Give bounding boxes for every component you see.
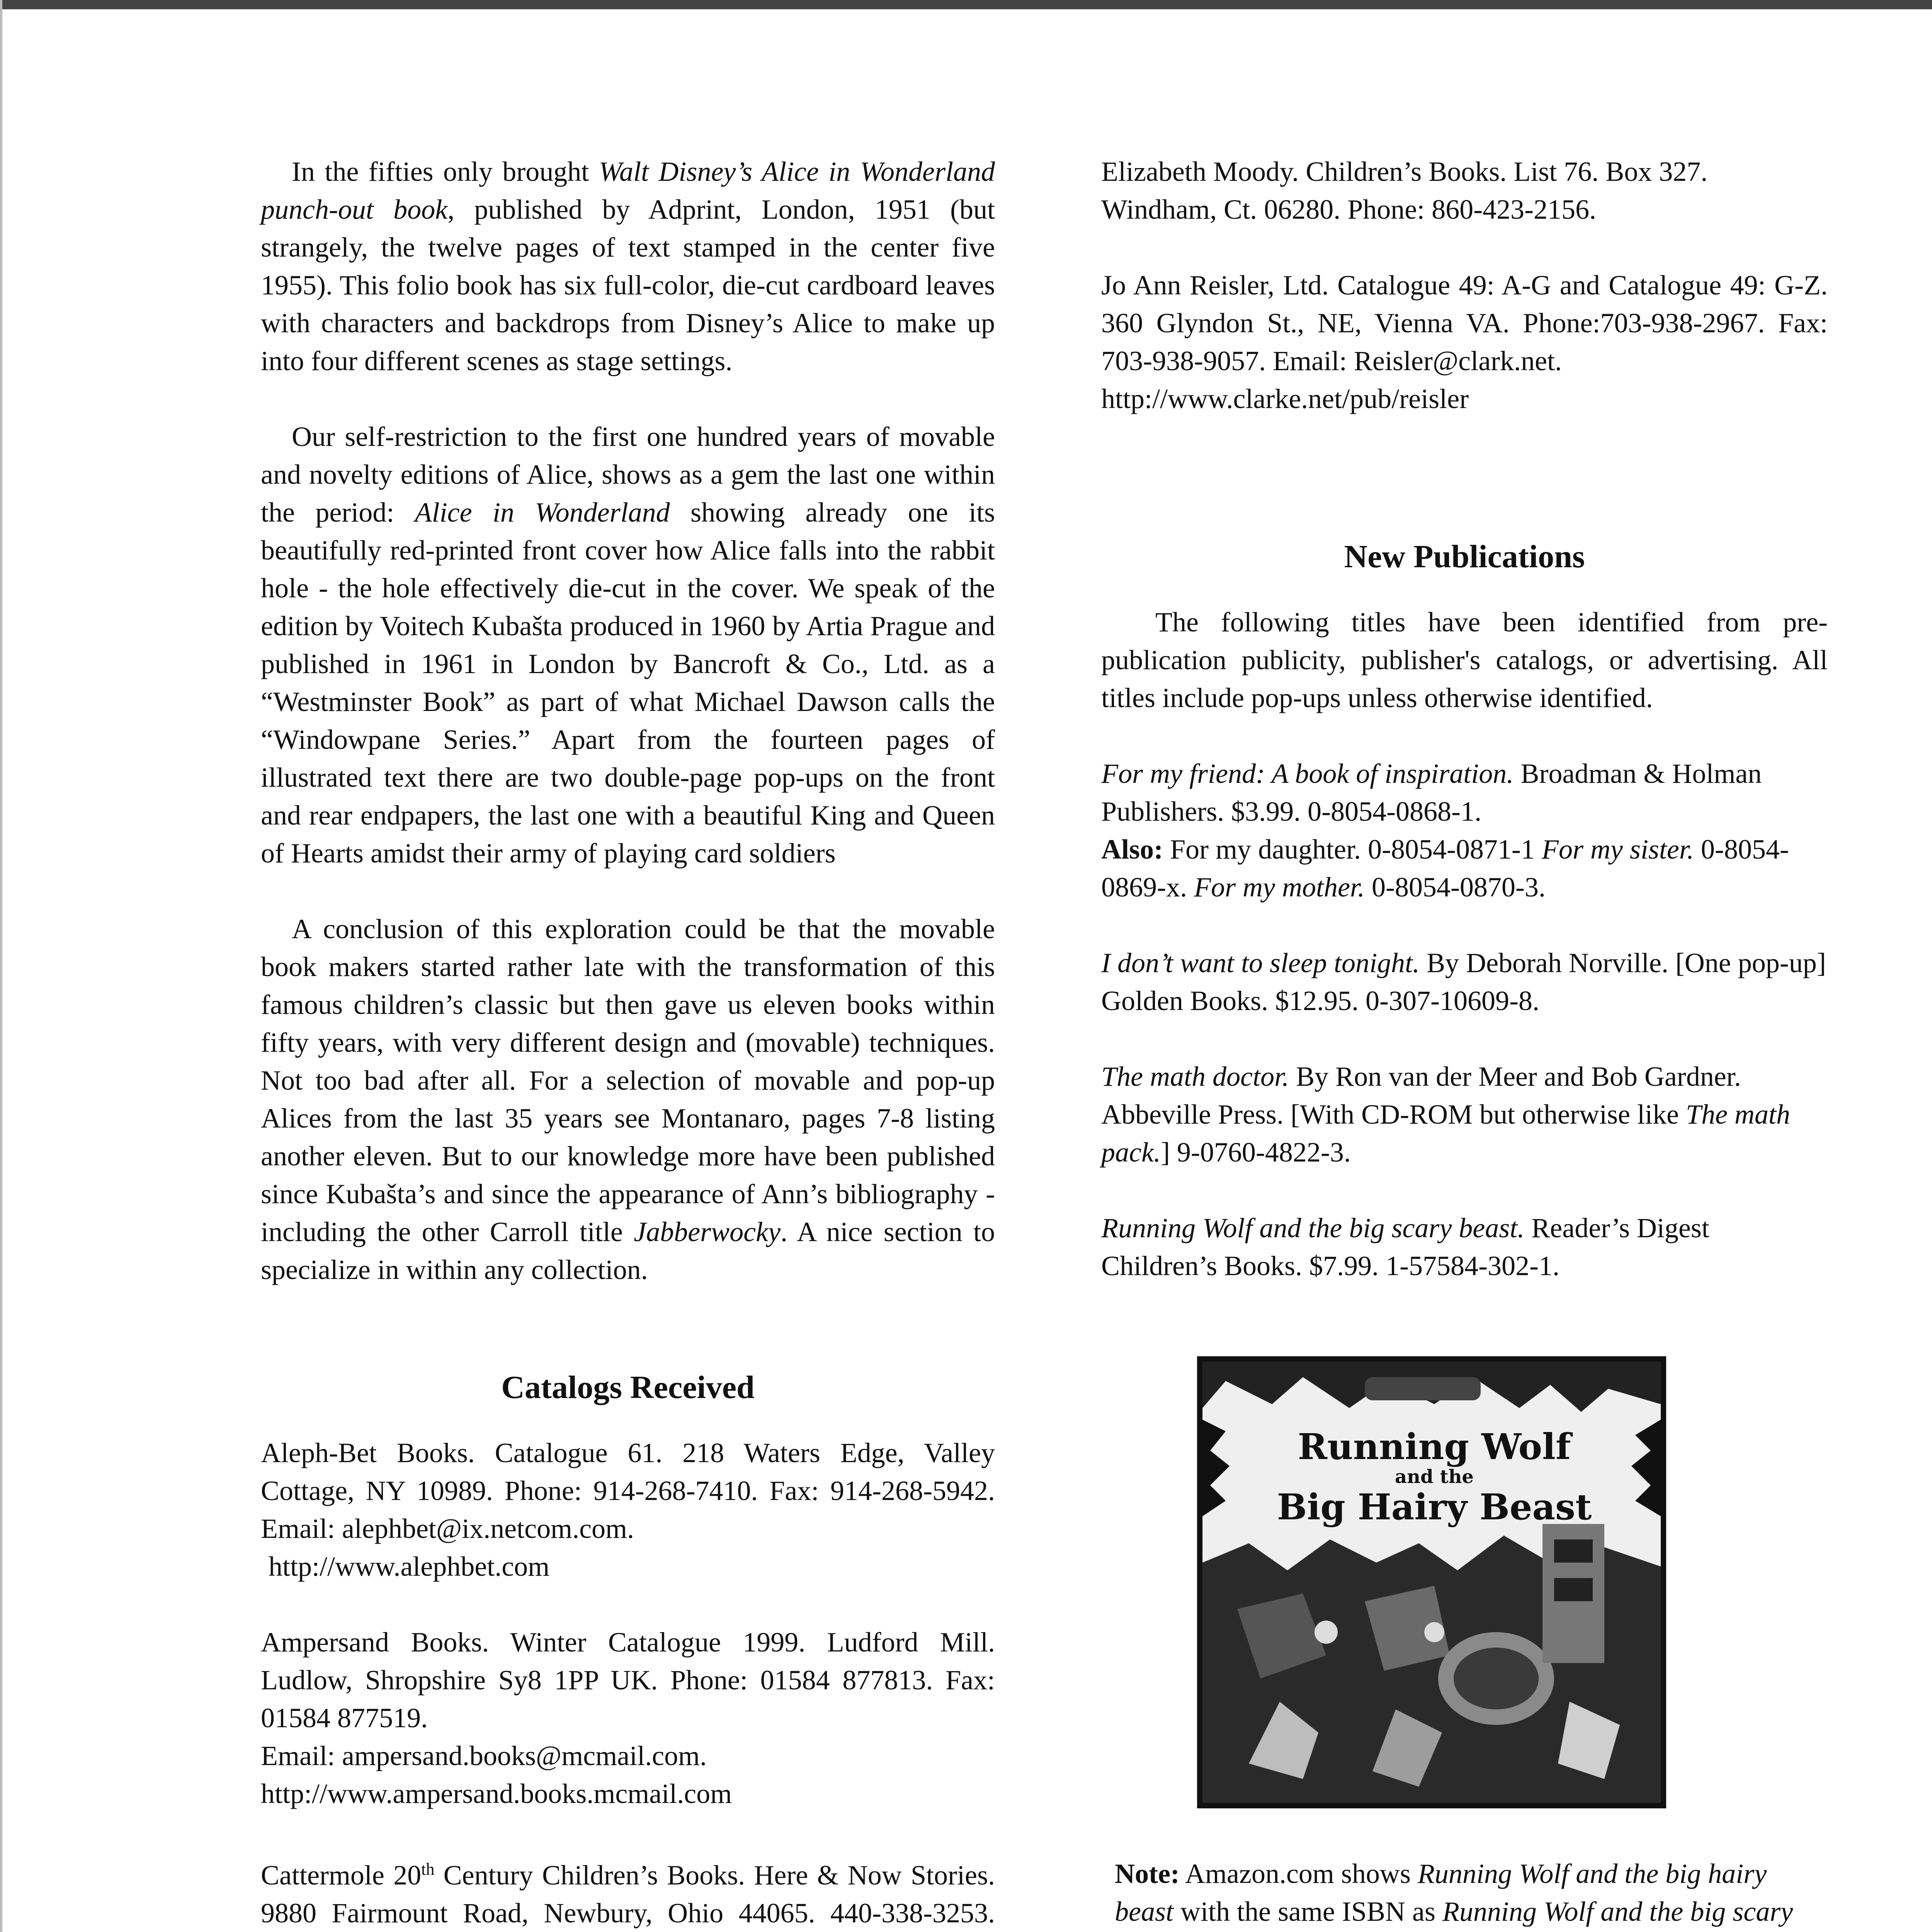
book-title: Running Wolf and the big scary — [1442, 1896, 1793, 1927]
entry-sleep-tonight — [1101, 944, 1828, 1020]
catalog-email: Email: ampersand.books@mcmail.com. — [261, 1740, 707, 1771]
text: Reader’s Digest Children’s Books. $7.99. 1-57584-302-1. — [1101, 1213, 1709, 1281]
entry-running-wolf — [1101, 1209, 1828, 1285]
note-label: Note: — [1115, 1858, 1180, 1889]
right-column-lower — [1115, 1855, 1828, 1932]
catalog-moody: Elizabeth Moody. Children’s Books. List 76. Box 327. Windham, Ct. 06280. Phone: 860-423-2156. — [1101, 156, 1708, 225]
book-title: Running Wolf and the big scary beast. — [1101, 1213, 1525, 1243]
running-wolf-cover-image — [1197, 1356, 1666, 1808]
note-paragraph — [1115, 1855, 1828, 1932]
text: 0-8054-0869-x. — [1101, 834, 1789, 903]
text: Ampersand Books. Winter Catalogue 1999. Ludford Mill. Ludlow, Shropshire Sy8 1PP UK. Phone: 01584 877813. Fax: 01584 877519. — [261, 1627, 995, 1733]
book-title: Running Wolf and the big hairy beast — [1115, 1858, 1767, 1927]
book-title: For my friend: A book of inspiration. — [1101, 758, 1514, 789]
text: , published by Adprint, London, 1951 (but strangely, the twelve pages of text stamped in the center five 1955). This folio book has six full-color, die-cut cardboard leaves with characters and backdrops from Disney’s Alice to make up into four different scenes as stage settings. — [261, 194, 995, 376]
catalog-url: http://www.ampersand.books.mcmail.com — [261, 1778, 732, 1809]
catalogs-received-heading: Catalogs Received — [501, 1369, 755, 1405]
text: By Deborah Norville. [One pop-up] Golden Books. $12.95. 0-307-10609-8. — [1101, 947, 1826, 1016]
text: Aleph-Bet Books. Catalogue 61. 218 Waters Edge, Valley Cottage, NY 10989. Phone: 914-268-7410. Fax: 914-268-5942. Email: alephbet@ix.netcom.com. — [261, 1437, 995, 1544]
book-title: The math pack. — [1101, 1099, 1790, 1168]
text: showing already one its beautifully red-printed front cover how Alice falls into the rabbit hole - the hole effectively die-cut in the cover. We speak of the edition by Voitech Kubašta produced in 1960 by Artia Prague and published in 1961 in London by Bancroft & Co., Ltd. as a “Westminster Book” as part of what Michael Dawson calls the “Windowpane Series.” Apart from the fourteen pages of illustrated text there are two double-page pop-ups on the front and rear endpapers, the last one with a beautiful King and Queen of Hearts amidst their army of playing card soldiers — [261, 497, 995, 869]
text: By Ron van der Meer and Bob Gardner. Abbeville Press. [With CD-ROM but otherwise like — [1101, 1061, 1741, 1130]
text: Our self-restriction to the first one hundred years of movable and novelty editions of Alice, shows as a gem the last one within the period: — [261, 421, 995, 528]
paragraph-disney-punch-out — [261, 153, 995, 380]
text: Century Children’s Books. Here & Now Stories. 9880 Fairmount Road, Newbury, Ohio 44065. 440-338-3253. — [261, 1860, 995, 1929]
book-title: For my mother. — [1194, 872, 1365, 903]
left-column — [261, 153, 995, 1932]
cover-title — [1260, 1427, 1608, 1526]
superscript: th — [421, 1860, 435, 1879]
right-column — [1101, 153, 1828, 1285]
text: ] 9-0760-4822-3. — [1160, 1137, 1351, 1168]
text: A conclusion of this exploration could be that the movable book makers started rather late with the transformation of this famous children’s classic but then gave us eleven books within fifty years, with very different design and (movable) techniques. Not too bad after all. For a selection of movable and pop-up Alices from the last 35 years see Montanaro, pages 7-8 listing another eleven. But to our knowledge more have been published since Kubašta’s and since the appearance of Ann’s bibliography - including the other Carroll title — [261, 913, 995, 1247]
entry-for-my-friend — [1101, 755, 1828, 906]
entry-math-doctor — [1101, 1058, 1828, 1171]
book-title: Walt Disney’s Alice in Wonderland punch-out book — [261, 156, 995, 225]
text: 0-8054-0870-3. — [1364, 872, 1546, 903]
new-publications-heading: New Publications — [1344, 539, 1585, 575]
text: . A nice section to specialize in within any collection. — [261, 1216, 995, 1285]
book-title: Jabberwocky — [634, 1216, 781, 1247]
text: For my daughter. 0-8054-0871-1 — [1163, 834, 1542, 865]
text: Jo Ann Reisler, Ltd. Catalogue 49: A-G and Catalogue 49: G-Z. 360 Glyndon St., NE, Vienna VA. Phone:703-938-2967. Fax: 703-938-9057. Email: Reisler@clark.net. — [1101, 270, 1828, 376]
text: Amazon.com shows — [1179, 1858, 1418, 1889]
text: In the fifties only brought — [292, 156, 599, 187]
paragraph-kubasta — [261, 418, 995, 872]
book-title: For my sister. — [1541, 834, 1694, 865]
paragraph-conclusion — [261, 910, 995, 1289]
also-label: Also: — [1101, 834, 1163, 865]
catalog-cattermole — [261, 1850, 995, 1932]
catalog-reisler — [1101, 266, 1828, 418]
book-title: I don’t want to sleep tonight. — [1101, 947, 1420, 978]
text: Broadman & Holman Publishers. $3.99. 0-8054-0868-1. — [1101, 758, 1762, 827]
book-title: Alice in Wonderland — [415, 497, 670, 528]
text: with the same ISBN as — [1173, 1896, 1442, 1927]
scan-edge-left — [0, 0, 2, 1932]
book-title: The math doctor. — [1101, 1061, 1289, 1092]
catalog-aleph-bet — [261, 1434, 995, 1585]
cover-title-line: and the — [1395, 1466, 1474, 1488]
new-publications-intro: The following titles have been identified from pre-publication publicity, publisher's catalogs, or advertising. All titles include pop-ups unless otherwise identified. — [1101, 607, 1828, 713]
catalog-ampersand — [261, 1623, 995, 1813]
text: Cattermole 20 — [261, 1860, 422, 1891]
catalog-url: http://www.alephbet.com — [269, 1551, 550, 1582]
scan-edge-top — [0, 0, 1932, 9]
cover-title-line: Big Hairy Beast — [1277, 1486, 1592, 1528]
cover-title-line: Running Wolf — [1298, 1426, 1571, 1468]
catalog-url: http://www.clarke.net/pub/reisler — [1101, 383, 1469, 414]
